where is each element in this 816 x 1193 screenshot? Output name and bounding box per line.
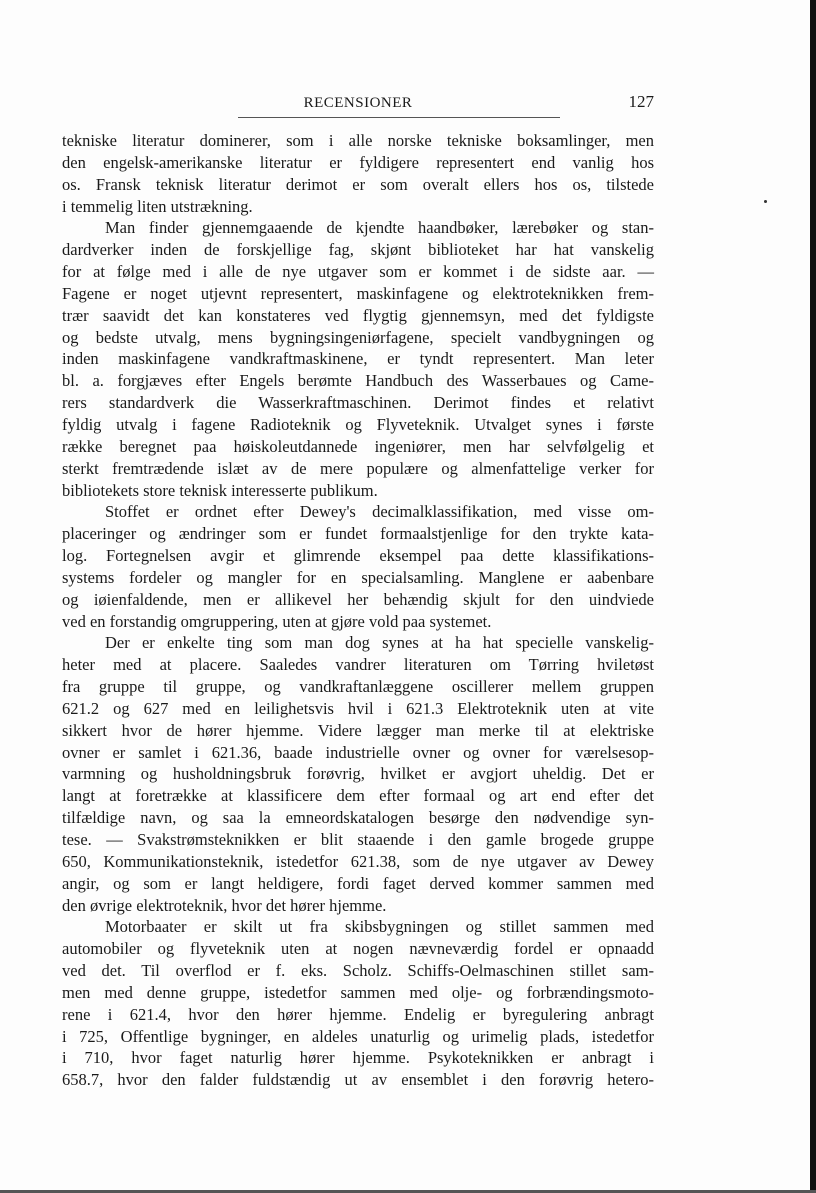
text-line: Fagene er noget utjevnt representert, maskinfagene og elektroteknikken frem- (62, 283, 654, 303)
text-line: Motorbaater er skilt ut fra skibsbygningen og stillet sammen med (105, 917, 654, 937)
page-header (62, 92, 654, 114)
text-line: for at følge med i alle de nye utgaver som er kommet i de sidste aar. — (62, 262, 654, 282)
text-line: 621.2 og 627 med en leilighetsvis hvil i 621.3 Elektroteknik uten at vite (62, 698, 654, 718)
scan-speck (764, 200, 767, 203)
running-title: RECENSIONER (303, 95, 413, 111)
text-line: den engelsk-amerikanske literatur er fyldigere representert end vanlig hos (62, 152, 654, 172)
text-line: 658.7, hvor den falder fuldstændig ut av ensemblet i den forøvrig hetero- (62, 1070, 654, 1090)
text-line: i 725, Offentlige bygninger, en aldeles unaturlig og urimelig plads, istedetfor (62, 1026, 654, 1046)
text-line: rers standardverk die Wasserkraftmaschinen. Derimot findes et relativt (62, 393, 654, 413)
text-line: ovner er samlet i 621.36, baade industrielle ovner og ovner for værelsesop- (62, 742, 654, 762)
text-line: række beregnet paa høiskoleutdannede ingeniører, men har selvfølgelig et (62, 436, 654, 456)
text-line: og iøienfaldende, men er allikevel her behændig skjult for den uindviede (62, 589, 654, 609)
text-line: bl. a. forgjæves efter Engels berømte Handbuch des Wasserbaues og Came- (62, 371, 654, 391)
text-line: tekniske literatur dominerer, som i alle norske tekniske boksamlinger, men (62, 131, 654, 150)
text-line: automobiler og flyveteknik uten at nogen nævneværdig fordel er opnaadd (62, 939, 654, 959)
text-line: langt at foretrække at klassificere dem efter formaal og art end efter det (62, 786, 654, 806)
body-text (62, 130, 654, 1091)
text-line: log. Fortegnelsen avgir et glimrende eksempel paa dette klassifikations- (62, 546, 654, 566)
text-line: og bedste utvalg, mens bygningsingeniørfagene, specielt vandbygningen og (62, 327, 654, 347)
text-line: tilfældige navn, og saa la emneordskatalogen besørge den nødvendige syn- (62, 808, 654, 828)
text-line: Der er enkelte ting som man dog synes at ha hat specielle vanskelig- (105, 633, 654, 653)
text-line: i temmelig liten utstrækning. (62, 196, 253, 216)
text-line: placeringer og ændringer som er fundet formaalstjenlige for den trykte kata- (62, 524, 654, 544)
text-line: Stoffet er ordnet efter Dewey's decimalklassifikation, med visse om- (105, 502, 654, 522)
text-line: heter med at placere. Saaledes vandrer literaturen om Tørring hviletøst (62, 655, 654, 675)
text-line: sikkert hvor de hører hjemme. Videre lægger man merke til at elektriske (62, 720, 654, 740)
text-line: inden maskinfagene vandkraftmaskinene, er tyndt representert. Man leter (62, 349, 654, 369)
text-line: men med denne gruppe, istedetfor sammen med olje- og forbrændingsmoto- (62, 982, 654, 1002)
page-number: 127 (628, 92, 654, 111)
text-line: bibliotekets store teknisk interesserte publikum. (62, 480, 378, 500)
text-line: i 710, hvor faget naturlig hører hjemme. Psykoteknikken er anbragt i (62, 1048, 654, 1068)
text-line: angir, og som er langt heldigere, fordi faget derved kommer sammen med (62, 873, 654, 893)
text-line: den øvrige elektroteknik, hvor det hører hjemme. (62, 895, 387, 915)
text-line: tese. — Svakstrømsteknikken er blit staaende i den gamle brogede gruppe (62, 830, 654, 849)
text-line: rene i 621.4, hvor den hører hjemme. Endelig er byregulering anbragt (62, 1004, 654, 1024)
text-line: fra gruppe til gruppe, og vandkraftanlæggene oscillerer mellem gruppen (62, 677, 654, 697)
text-line: varmning og husholdningsbruk forøvrig, hvilket er avgjort uheldig. Det er (62, 764, 654, 784)
text-line: dardverker inden de forskjellige fag, skjønt biblioteket har hat vanskelig (62, 240, 654, 260)
header-rule (238, 117, 560, 118)
text-line: sterkt fremtrædende islæt av de mere populære og almenfattelige verker for (62, 458, 654, 478)
text-line: Man finder gjennemgaaende de kjendte haandbøker, lærebøker og stan- (105, 218, 654, 238)
scan-edge-right (810, 0, 816, 1193)
text-line: ved en forstandig omgruppering, uten at gjøre vold paa systemet. (62, 611, 492, 631)
text-line: systems fordeler og mangler for en specialsamling. Manglene er aabenbare (62, 567, 654, 587)
text-line: ved det. Til overflod er f. eks. Scholz. Schiffs-Oelmaschinen stillet sam- (62, 961, 654, 981)
text-line: 650, Kommunikationsteknik, istedetfor 621.38, som de nye utgaver av Dewey (62, 851, 654, 871)
text-line: os. Fransk teknisk literatur derimot er som overalt ellers hos os, tilstede (62, 174, 654, 194)
text-line: fyldig utvalg i fagene Radioteknik og Flyveteknik. Utvalget synes i første (62, 414, 654, 434)
text-line: trær saavidt det kan konstateres ved flygtig gjennemsyn, med det fyldigste (62, 305, 654, 325)
